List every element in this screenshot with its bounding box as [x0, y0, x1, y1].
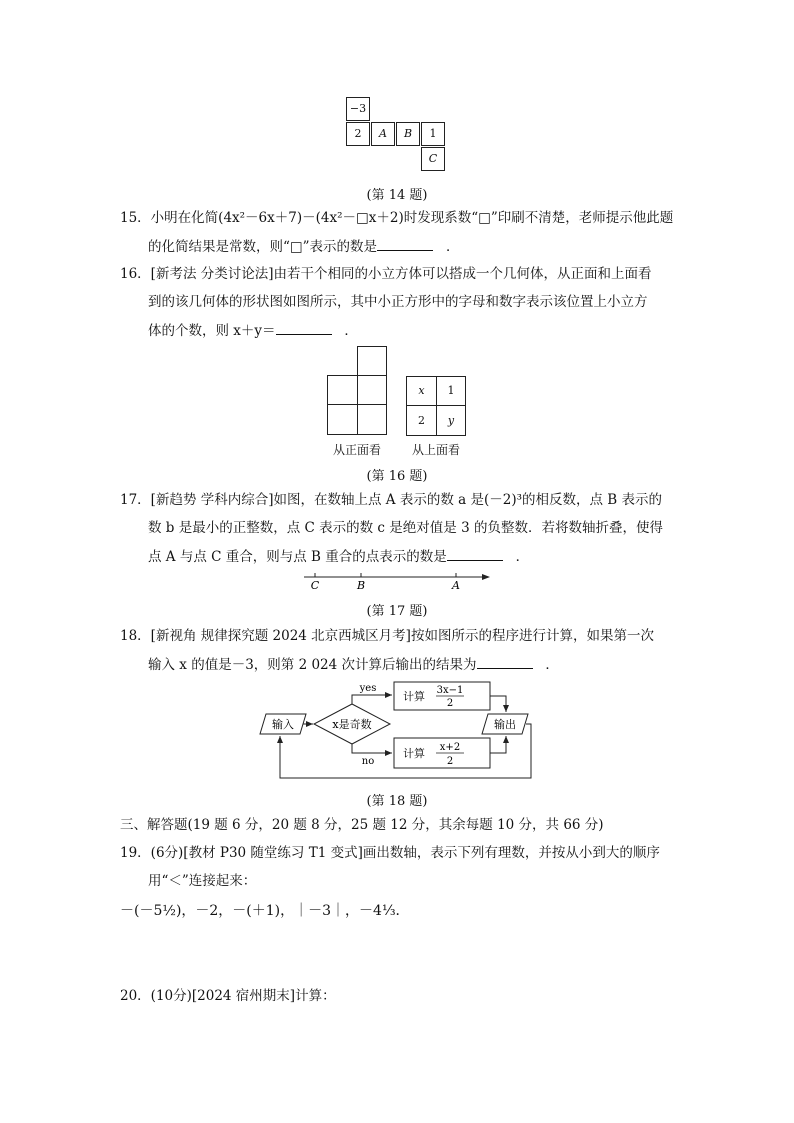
- q18-answer-blank[interactable]: [477, 654, 533, 669]
- q19-line2: 用“＜”连接起来：: [148, 873, 257, 889]
- decision-label: x是奇数: [332, 718, 372, 731]
- q16-line2: 到的该几何体的形状图如图所示，其中小正方形中的字母和数字表示该位置上小立方: [148, 294, 648, 310]
- front-view-cell: [357, 346, 387, 376]
- fig14-cell: 1: [421, 122, 445, 146]
- fig16-caption: (第 16 题): [366, 469, 428, 484]
- figure-16-front-view: [327, 346, 387, 436]
- top-view-label: 从上面看: [411, 443, 460, 457]
- q16-answer-blank[interactable]: [276, 320, 332, 335]
- figure-14: [346, 97, 450, 173]
- calc-no-denominator: 2: [446, 756, 454, 767]
- q15-line1: 15．小明在化简(4x²－6x＋7)－(4x²－□x＋2)时发现系数“□”印刷不清楚，老师提示他此题: [120, 210, 674, 226]
- q15-period: ．: [445, 239, 460, 255]
- output-label: 输出: [494, 718, 516, 731]
- calc-no-numerator: x+2: [439, 742, 461, 753]
- figure-16-top-view: [406, 376, 466, 436]
- q18-line1: 18．[新视角 规律探究题 2024 北京西城区月考]按如图所示的程序进行计算，如果第一次: [120, 628, 654, 644]
- q17-line3: [148, 546, 529, 567]
- front-view-cell: [357, 404, 387, 435]
- point-b-label: B: [356, 579, 366, 592]
- q17-answer-blank[interactable]: [447, 546, 503, 561]
- fig14-caption: (第 14 题): [366, 188, 428, 203]
- front-view-label: 从正面看: [332, 443, 381, 457]
- calc-yes-denominator: 2: [446, 698, 454, 709]
- q16-period: ．: [344, 323, 358, 339]
- q15-answer-blank[interactable]: [377, 236, 433, 251]
- calc-yes-word: 计算: [403, 690, 425, 703]
- fig17-caption: (第 17 题): [366, 604, 428, 619]
- front-view-cell: [327, 404, 358, 435]
- fig14-cell: B: [396, 122, 420, 146]
- no-label: no: [361, 756, 375, 767]
- q18-line2: [148, 654, 559, 675]
- fig18-caption: (第 18 题): [366, 794, 428, 809]
- calc-no-word: 计算: [403, 747, 425, 760]
- q16-line3-text: 体的个数，则 x＋y＝: [148, 323, 276, 339]
- top-view-cell: 1: [436, 376, 466, 406]
- q16-line3: [148, 320, 358, 341]
- front-view-cell: [327, 375, 358, 405]
- point-a-label: A: [452, 579, 460, 592]
- q16-line1: 16．[新考法 分类讨论法]由若干个相同的小立方体可以搭成一个几何体，从正面和上面看: [120, 266, 652, 282]
- q20-line1: 20．(10分)[2024 宿州期末]计算：: [120, 988, 336, 1004]
- q15-line2: [148, 236, 459, 257]
- input-label: 输入: [272, 718, 294, 731]
- section-3-heading: 三、解答题(19 题 6 分，20 题 8 分，25 题 12 分，其余每题 10 分，共 66 分): [120, 817, 604, 833]
- q17-line3-text: 点 A 与点 C 重合，则与点 B 重合的点表示的数是: [148, 549, 447, 565]
- q17-line1: 17．[新趋势 学科内综合]如图，在数轴上点 A 表示的数 a 是(－2)³的相反数，点 B 表示的: [120, 492, 663, 508]
- fig14-cell: A: [371, 122, 395, 146]
- top-view-cell: 2: [406, 405, 437, 436]
- top-view-cell: y: [436, 405, 466, 436]
- top-view-cell: x: [406, 376, 437, 406]
- q19-line1: 19．(6分)[教材 P30 随堂练习 T1 变式]画出数轴，表示下列有理数，并按从小到大的顺序: [120, 845, 660, 861]
- q15-line2-text: 的化简结果是常数，则“□”表示的数是: [148, 239, 378, 255]
- fig14-cell: 2: [346, 122, 370, 146]
- q18-period: ．: [545, 657, 559, 673]
- number-line: [300, 568, 496, 594]
- fig14-cell: −3: [346, 97, 370, 121]
- yes-label: yes: [359, 683, 377, 694]
- q19-line3: －(－5½)，－2，－(＋1)，｜－3｜，－4⅓．: [120, 903, 410, 919]
- front-view-cell: [357, 375, 387, 405]
- fig14-cell: C: [421, 147, 445, 171]
- q17-line2: 数 b 是最小的正整数，点 C 表示的数 c 是绝对值是 3 的负整数．若将数轴折叠，使得: [148, 520, 663, 536]
- q17-period: ．: [515, 549, 530, 565]
- calc-yes-numerator: 3x−1: [436, 685, 464, 696]
- flowchart: [256, 676, 536, 784]
- q18-line2-text: 输入 x 的值是－3，则第 2 024 次计算后输出的结果为: [148, 657, 477, 673]
- point-c-label: C: [310, 579, 320, 592]
